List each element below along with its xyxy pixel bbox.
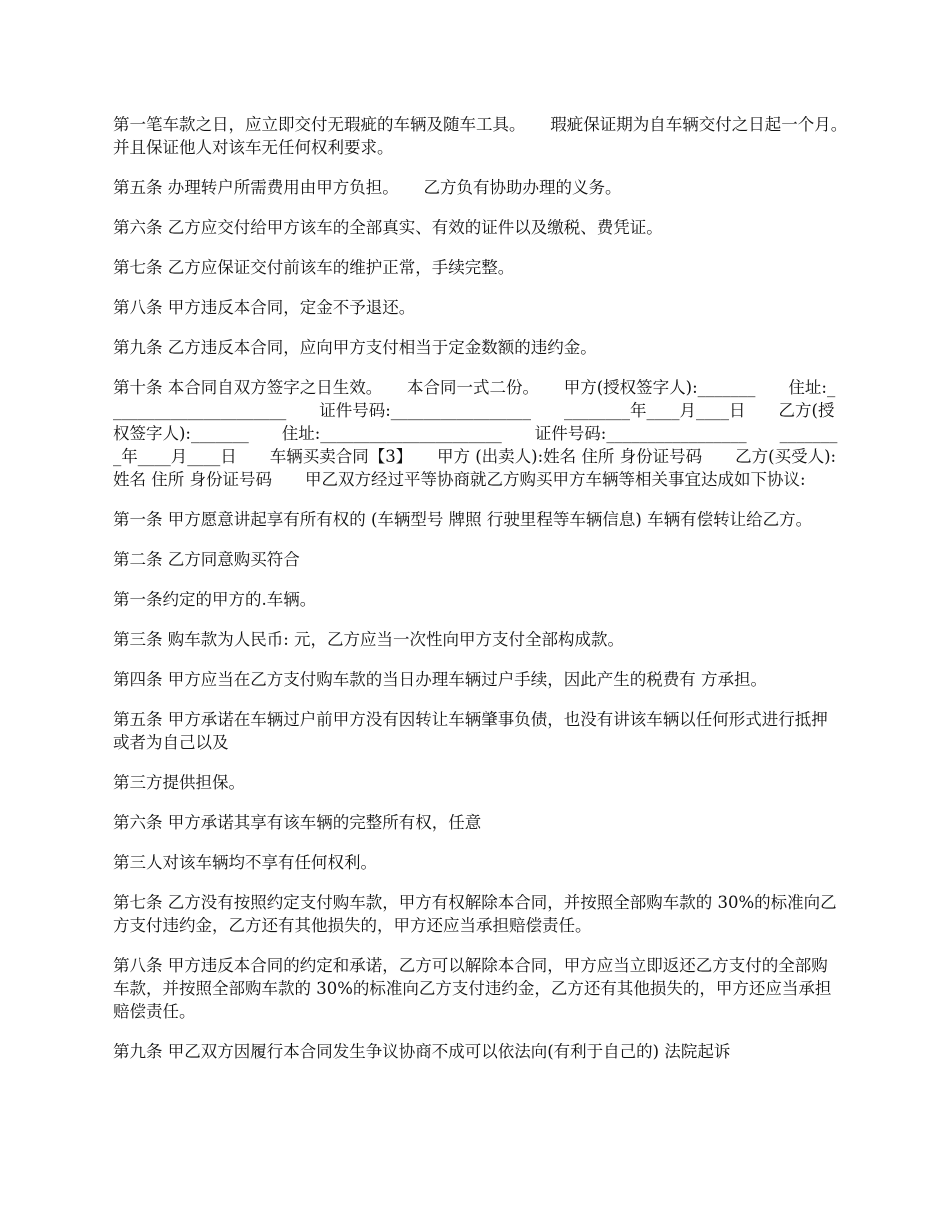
paragraph: 第四条 甲方应当在乙方支付购车款的当日办理车辆过户手续，因此产生的税费有 方承担。 bbox=[113, 670, 767, 689]
paragraph: 第九条 甲乙双方因履行本合同发生争议协商不成可以依法向(有利于自己的) 法院起诉 bbox=[113, 1042, 731, 1061]
paragraph: 第三方提供担保。 bbox=[113, 773, 245, 792]
paragraph: 第五条 办理转户所需费用由甲方负担。 乙方负有协助办理的义务。 bbox=[113, 178, 622, 197]
paragraph: 第三条 购车款为人民币: 元，乙方应当一次性向甲方支付全部构成款。 bbox=[113, 630, 625, 649]
paragraph: 第一条 甲方愿意讲起享有所有权的 (车辆型号 牌照 行驶里程等车辆信息) 车辆有偿转让给乙方。 bbox=[113, 510, 813, 529]
paragraph: 第三人对该车辆均不享有任何权利。 bbox=[113, 853, 377, 872]
paragraph: 第七条 乙方应保证交付前该车的维护正常，手续完整。 bbox=[113, 258, 515, 277]
paragraph: 第十条 本合同自双方签字之日生效。 本合同一式二份。 甲方(授权签字人):_______ 住址:______________________ 证件号码:_________________ ________年____月____日 乙方(授权签字人):_______ 住址:______________________ 证件号码:_________________ ________年____月____日 车辆买卖合同【3】 甲方 (出卖人):姓名 住所 身份证号码 乙方(买受人):姓名 住所 身份证号码 甲乙双方经过平等协商就乙方购买甲方车辆等相关事宜达成如下协议: bbox=[113, 378, 838, 489]
paragraph: 第六条 甲方承诺其享有该车辆的完整所有权，任意 bbox=[113, 813, 482, 832]
paragraph: 第八条 甲方违反本合同的约定和承诺，乙方可以解除本合同，甲方应当立即返还乙方支付的全部购车款，并按照全部购车款的 30%的标准向乙方支付违约金，乙方还有其他损失的，甲方还应当承担赔偿责任。 bbox=[113, 956, 832, 1021]
paragraph: 第五条 甲方承诺在车辆过户前甲方没有因转让车辆肇事负债，也没有讲该车辆以任何形式进行抵押或者为自己以及 bbox=[113, 710, 828, 752]
document-page bbox=[113, 113, 872, 1080]
paragraph: 第七条 乙方没有按照约定支付购车款，甲方有权解除本合同，并按照全部购车款的 30%的标准向乙方支付违约金，乙方还有其他损失的，甲方还应当承担赔偿责任。 bbox=[113, 893, 837, 935]
paragraph: 第一条约定的甲方的.车辆。 bbox=[113, 590, 317, 609]
paragraph: 第二条 乙方同意购买符合 bbox=[113, 550, 300, 569]
paragraph: 第六条 乙方应交付给甲方该车的全部真实、有效的证件以及缴税、费凭证。 bbox=[113, 218, 663, 237]
paragraph: 第一笔车款之日，应立即交付无瑕疵的车辆及随车工具。 瑕疵保证期为自车辆交付之日起一个月。 并且保证他人对该车无任何权利要求。 bbox=[113, 115, 872, 157]
paragraph: 第八条 甲方违反本合同，定金不予退还。 bbox=[113, 298, 416, 317]
paragraph: 第九条 乙方违反本合同，应向甲方支付相当于定金数额的违约金。 bbox=[113, 338, 597, 357]
